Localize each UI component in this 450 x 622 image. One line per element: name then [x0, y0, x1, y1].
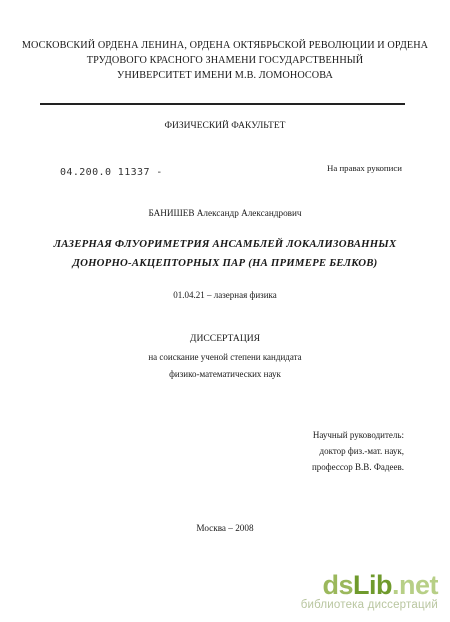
watermark-logo-part-2: Lib: [352, 570, 392, 600]
degree-line-2: физико-математических наук: [169, 369, 281, 379]
specialty: 01.04.21 – лазерная физика: [173, 290, 277, 300]
watermark-logo-part-3: .net: [391, 570, 438, 600]
author-name: БАНИШЕВ Александр Александрович: [148, 208, 302, 218]
supervisor-degree: доктор физ.-мат. наук,: [319, 446, 404, 456]
degree-line-1: на соискание ученой степени кандидата: [148, 352, 302, 362]
university-line-3: УНИВЕРСИТЕТ ИМЕНИ М.В. ЛОМОНОСОВА: [117, 70, 333, 81]
city-year: Москва – 2008: [196, 523, 254, 533]
title-line-2: ДОНОРНО-АКЦЕПТОРНЫХ ПАР (НА ПРИМЕРЕ БЕЛКОВ): [72, 257, 378, 269]
manuscript-rights: На правах рукописи: [327, 163, 402, 173]
faculty-name: ФИЗИЧЕСКИЙ ФАКУЛЬТЕТ: [164, 121, 286, 131]
library-stamp: 04.200.0 11337 -: [60, 167, 163, 178]
university-line-1: МОСКОВСКИЙ ОРДЕНА ЛЕНИНА, ОРДЕНА ОКТЯБРЬСКОЙ РЕВОЛЮЦИИ И ОРДЕНА: [21, 40, 429, 51]
dissertation-label: ДИССЕРТАЦИЯ: [189, 333, 261, 344]
university-line-2: ТРУДОВОГО КРАСНОГО ЗНАМЕНИ ГОСУДАРСТВЕННЫЙ: [86, 55, 364, 66]
watermark-subtitle: библиотека диссертаций: [300, 599, 438, 611]
watermark-logo-part-1: ds: [322, 570, 353, 600]
supervisor-label: Научный руководитель:: [312, 430, 404, 440]
supervisor-name: профессор В.В. Фадеев.: [311, 462, 404, 472]
title-line-1: ЛАЗЕРНАЯ ФЛУОРИМЕТРИЯ АНСАМБЛЕЙ ЛОКАЛИЗОВАННЫХ: [53, 238, 397, 250]
watermark-logo: [301, 571, 438, 599]
watermark: [301, 571, 438, 612]
header-divider: [40, 103, 405, 105]
